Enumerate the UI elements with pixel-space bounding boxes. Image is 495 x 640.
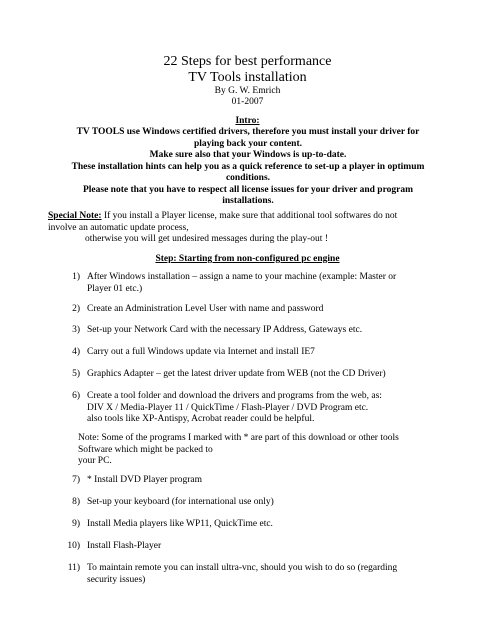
title-line-1: 22 Steps for best performance	[163, 54, 332, 69]
intro-line: These installation hints can help you as a quick reference to set-up a player in optimum	[71, 161, 425, 172]
step-item	[60, 325, 445, 337]
step-6-note	[78, 433, 448, 468]
intro-line: Make sure also that your Windows is up-to-date.	[149, 150, 347, 160]
special-note-text: If you install a Player license, make sure that additional tool softwares do not	[101, 211, 398, 221]
step-number: 4)	[72, 347, 80, 357]
step-item	[60, 272, 445, 295]
step-text: Carry out a full Windows update via Internet and install IE7	[87, 347, 315, 357]
special-note-line: otherwise you will get undesired messages during the play-out !	[85, 234, 328, 244]
step-text: Install Media players like WP11, QuickTime etc.	[87, 519, 273, 529]
step-number: 8)	[72, 497, 80, 507]
intro-heading: Intro:	[235, 116, 260, 126]
author: By G. W. Emrich	[214, 86, 281, 96]
title-line-2: TV Tools installation	[188, 70, 307, 85]
step-item	[60, 391, 445, 426]
step-text: Install Flash-Player	[87, 541, 162, 551]
note-line: Software which might be packed to	[78, 444, 213, 455]
step-item	[60, 304, 445, 316]
step-text: Set-up your keyboard (for international use only)	[87, 497, 274, 507]
step-text: * Install DVD Player program	[87, 475, 203, 485]
step-number: 6)	[72, 391, 80, 401]
step-text: Player 01 etc.)	[87, 283, 143, 294]
special-note-line: involve an automatic update process,	[48, 222, 189, 233]
special-note	[48, 211, 448, 246]
intro-line: installations.	[222, 196, 274, 206]
intro-line: conditions.	[225, 173, 271, 183]
step-text: Set-up your Network Card with the necessary IP Address, Gateways etc.	[87, 325, 363, 335]
special-note-label: Special Note:	[48, 211, 102, 221]
intro-line: playing back your content.	[193, 138, 303, 149]
note-line: Note: Some of the programs I marked with * are part of this download or other tools	[78, 433, 399, 443]
step-number: 10)	[67, 541, 80, 551]
step-text: Create a tool folder and download the drivers and programs from the web, as:	[87, 391, 382, 401]
intro-line: Please note that you have to respect all license issues for your driver and program	[82, 184, 413, 195]
step-text: Create an Administration Level User with name and password	[87, 304, 324, 314]
step-number: 5)	[72, 369, 80, 379]
step-text: also tools like XP-Antispy, Acrobat reader could be helpful.	[87, 414, 315, 424]
step-item	[60, 475, 445, 487]
step-text: Graphics Adapter – get the latest driver update from WEB (not the CD Driver)	[87, 369, 386, 379]
step-number: 3)	[72, 325, 80, 335]
step-text: After Windows installation – assign a name to your machine (example: Master or	[87, 272, 397, 282]
step-item	[60, 519, 445, 531]
step-number: 1)	[72, 272, 80, 282]
step-number: 11)	[67, 563, 80, 573]
note-line: your PC.	[78, 456, 112, 466]
step-item	[60, 497, 445, 509]
step-item	[60, 541, 445, 553]
step-text: security issues)	[87, 574, 146, 585]
step-number: 2)	[72, 304, 80, 314]
step-text: DIV X / Media-Player 11 / QuickTime / Flash-Player / DVD Program etc.	[87, 402, 369, 413]
step-item	[60, 563, 445, 586]
steps-heading: Step: Starting from non-configured pc engine	[155, 254, 340, 264]
step-item	[60, 369, 445, 381]
date: 01-2007	[231, 97, 264, 107]
step-number: 9)	[72, 519, 80, 529]
special-note-line	[48, 211, 448, 223]
step-item	[60, 347, 445, 359]
intro-line: TV TOOLS use Windows certified drivers, therefore you must install your driver for	[76, 127, 420, 137]
intro-body	[48, 127, 448, 208]
step-text: To maintain remote you can install ultra-vnc, should you wish to do so (regarding	[87, 563, 398, 573]
step-number: 7)	[72, 475, 80, 485]
